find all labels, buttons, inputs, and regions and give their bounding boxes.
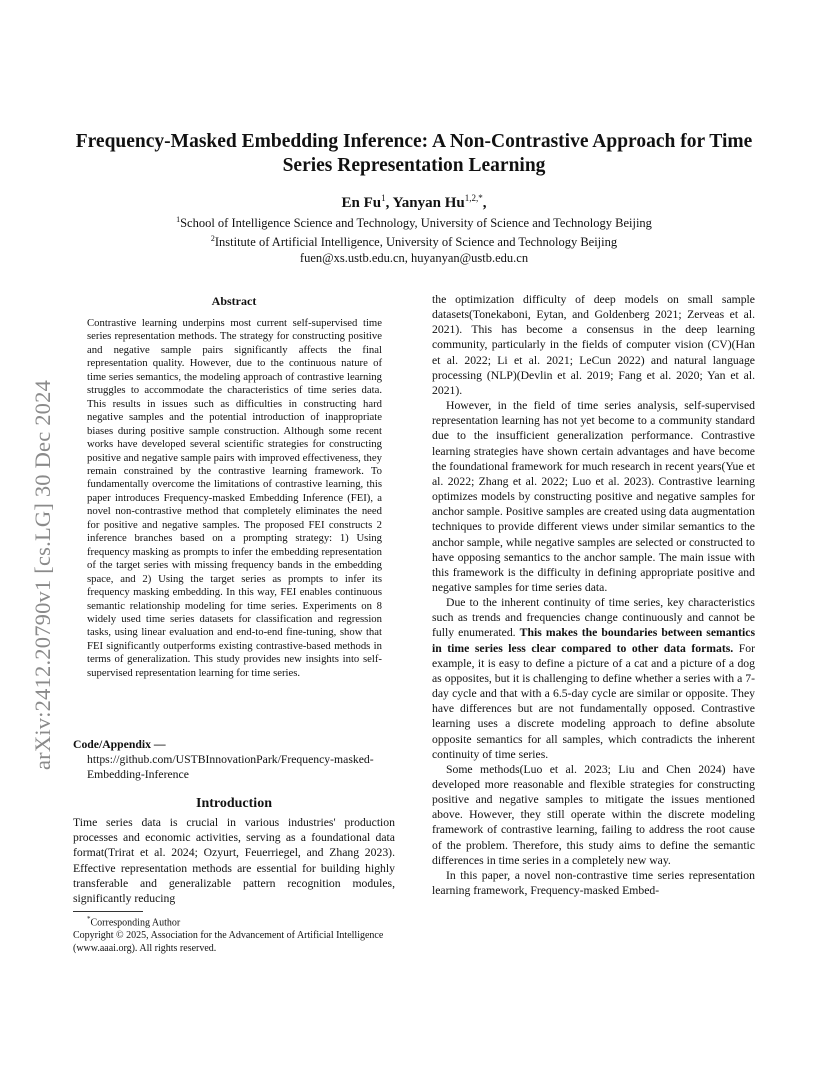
affiliation-marker: 1 [176,215,181,224]
body-paragraph [432,595,755,762]
affiliation-marker: 1 [381,193,386,203]
arxiv-side-stamp: arXiv:2412.20790v1 [cs.LG] 30 Dec 2024 [30,379,55,770]
footnote [73,913,398,956]
introduction-paragraph: Time series data is crucial in various industries' production processes and economic activities, serving as a foundational data format(Trirat et al. 2024; Ozyurt, Feuerriegel, and Zhang 2023). Effective representation methods are essential for building highly transferable and generalizable pattern recognition modules, significantly reducing [73,816,395,906]
affiliation-marker: 2 [210,234,215,244]
author-separator: , [385,195,393,211]
paper-title: Frequency-Masked Embedding Inference: A Non-Contrastive Approach for Time Series Representation Learning [75,131,753,176]
footnote-rule [73,911,143,912]
affiliations [0,212,828,266]
code-appendix-link[interactable]: https://github.com/USTBInnovationPark/Frequency-masked-Embedding-Inference [87,753,374,781]
footnote-text: Corresponding Author [90,917,181,929]
body-paragraph: However, in the field of time series analysis, self-supervised representation learning has not yet become to a community standard due to the insufficient generalization performance. Contrastive learning strategies have shown certain advantages and have become the foundational framework for much research in recent years(Yue et al. 2022; Zhang et al. 2022; Luo et al. 2023). Contrastive learning optimizes models by constructing positive and negative samples for anchor sample. Positive samples are created using data augmentation techniques to provide different views under similar semantics to the anchor sample, while negative samples are selected or constructed to have opposing semantics to the anchor sample. The main issue with this framework is the difficulty in defining appropriate positive and negative samples for time series data. [432,399,755,594]
author-line [0,188,828,213]
code-appendix-heading: Code/Appendix — [73,738,166,751]
footnote-marker: * [87,915,91,923]
author-name: Yanyan Hu [392,195,465,211]
author-emails: fuen@xs.ustb.edu.cn, huyanyan@ustb.edu.cn [299,251,529,266]
author-name: En Fu [341,195,382,211]
affiliation-marker: 1,2,* [464,193,483,203]
body-text: For example, it is easy to define a picture of a cat and a picture of a dog as opposites, but it is challenging to define whether a series with a 7-day cycle and that with a 6.5-day cycle are similar or opposite. They have differences but are not fundamentally opposed. Contrastive learning uses a discrete modeling approach to define absolute opposite semantics for all samples, which contradicts the inherent continuity of time series. [432,641,755,761]
body-text: Due to the inherent continuity of time series, key characteristics such as trends and frequencies change continuously and cannot be fully enumerated. [432,596,755,640]
body-paragraph: the optimization difficulty of deep models on small sample datasets(Tonekaboni, Eytan, and Goldenberg 2021; Zerveas et al. 2021). This has become a consensus in the deep learning community, particularly in the fields of computer vision (CV)(Han et al. 2022; Li et al. 2021; LeCun 2022) and natural language processing (NLP)(Devlin et al. 2019; Fang et al. 2020; Yan et al. 2021). [432,293,755,397]
corresponding-author-note [73,913,398,930]
abstract-text: Contrastive learning underpins most current self-supervised time series representation methods. The strategy for constructing positive and negative sample pairs significantly affects the final representation quality. However, due to the continuous nature of time series semantics, the modeling approach of contrastive learning struggles to accommodate the characteristics of time series data. This results in issues such as difficulties in constructing hard negative samples and the potential introduction of inappropriate biases during positive sample construction. Although some recent works have developed several scientific strategies for constructing positive and negative sample pairs with improved effectiveness, they remain constrained by the contrastive learning framework. To fundamentally overcome the limitations of contrastive learning, this paper introduces Frequency-masked Embedding Inference (FEI), a novel non-contrastive method that completely eliminates the need for positive and negative samples. The proposed FEI constructs 2 inference branches based on a prompting strategy: 1) Using frequency masking as prompts to infer the embedding representation of the target series with missing frequency bands in the embedding space, and 2) Using the target series as prompts to infer its frequency masking embedding. In this way, FEI enables continuous semantic relationship modeling for time series. Experiments on 8 widely used time series datasets for classification and regression tasks, using linear evaluation and end-to-end fine-tuning, show that FEI significantly outperforms existing contrastive-based methods in terms of generalization. This study provides new insights into self-supervised representation learning for time series. [87,317,382,679]
affiliation-text: Institute of Artificial Intelligence, University of Science and Technology Beijing [214,235,618,250]
affiliation-1 [0,212,828,231]
introduction-heading: Introduction [196,796,272,811]
abstract-heading: Abstract [211,294,257,308]
body-paragraph: Some methods(Luo et al. 2023; Liu and Chen 2024) have developed more reasonable and flexible strategies for constructing positive and negative samples to mitigate the issues mentioned above. However, they still operate within the discrete modeling framework of contrastive learning, failing to address the root cause of the problem. Therefore, this study aims to define the semantic differences in time series in a completely new way. [432,762,755,867]
right-column [432,292,755,898]
copyright-notice: Copyright © 2025, Association for the Advancement of Artificial Intelligence (www.aaai.org). All rights reserved. [73,930,384,954]
affiliation-text: School of Intelligence Science and Technology, University of Science and Technology Beijing [180,216,652,231]
author-trailing-comma: , [482,195,487,211]
body-paragraph: In this paper, a novel non-contrastive time series representation learning framework, Frequency-masked Embed- [432,868,755,898]
affiliation-2 [0,231,828,250]
emphasized-text: This makes the boundaries between semantics in time series less clear compared to other data formats. [432,626,755,655]
